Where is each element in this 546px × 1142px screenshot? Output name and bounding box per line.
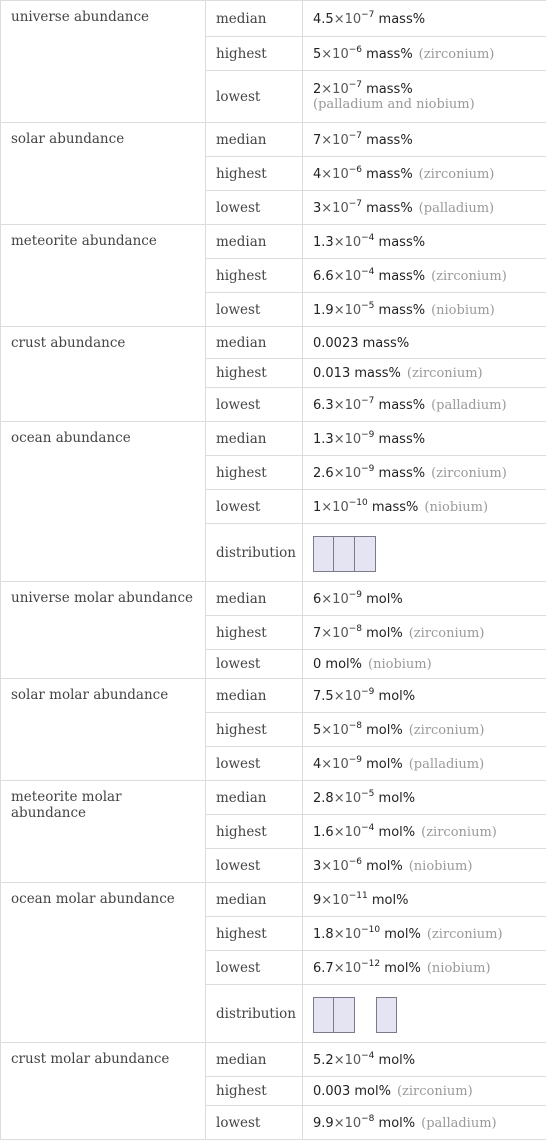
value-exponent: −4 [361, 822, 375, 833]
stat-value-cell [303, 781, 546, 815]
value-note: (zirconium) [426, 926, 503, 942]
value-note: (palladium) [421, 1115, 497, 1131]
stat-value-cell [303, 917, 546, 951]
value: $2.6\times 10^{-9}$ mass% [313, 463, 426, 481]
stat-label: lowest [206, 951, 303, 985]
value: $5\times 10^{-6}$ mass% [313, 44, 413, 62]
table-row [1, 883, 546, 917]
value-note: (niobium) [431, 302, 495, 318]
property-name-ocean-abundance: ocean abundance [1, 422, 206, 582]
value-mantissa: 9 [313, 892, 322, 908]
property-name-crust-molar-abundance: crust molar abundance [1, 1043, 206, 1140]
value-unit: mass% [378, 11, 426, 27]
stat-value-cell [303, 582, 546, 616]
distribution-bar [355, 536, 376, 572]
value-note: (zirconium) [431, 268, 507, 284]
value-mantissa: 5 [313, 722, 322, 738]
value-mantissa: 3 [313, 200, 322, 216]
stat-label: distribution [206, 985, 303, 1043]
value-unit: mol% [366, 756, 403, 772]
value: $7.5\times 10^{-9}$ mol% [313, 686, 416, 704]
value-exponent: −4 [361, 1050, 375, 1061]
stat-value-cell [303, 679, 546, 713]
value: $4.5\times 10^{-7}$ mass% [313, 9, 426, 27]
table-row [1, 1043, 546, 1077]
table-row [1, 679, 546, 713]
value-unit: mol% [366, 625, 403, 641]
stat-value-cell [303, 456, 546, 490]
table-row [1, 781, 546, 815]
value-unit: mass% [362, 335, 410, 351]
stat-label: lowest [206, 747, 303, 781]
value-mantissa: 1 [313, 499, 322, 515]
stat-label: median [206, 327, 303, 359]
value: $2\times 10^{-7}$ mass% [313, 80, 413, 97]
value-unit: mol% [354, 1084, 391, 1099]
distribution-bar [313, 997, 334, 1033]
value-note: (zirconium) [418, 46, 495, 62]
stat-label: median [206, 883, 303, 917]
value-unit: mass% [366, 200, 413, 216]
stat-label: lowest [206, 71, 303, 123]
stat-value-cell [303, 815, 546, 849]
value-unit: mass% [378, 268, 426, 284]
value: $1.3\times 10^{-4}$ mass% [313, 232, 426, 250]
property-name-solar-abundance: solar abundance [1, 123, 206, 225]
value [313, 366, 401, 381]
value-exponent: −7 [348, 198, 362, 209]
value-mantissa: 1.8 [313, 926, 334, 942]
value: $1.3\times 10^{-9}$ mass% [313, 429, 426, 447]
stat-label: highest [206, 616, 303, 650]
value-exponent: −9 [361, 429, 375, 440]
stat-value-cell [303, 225, 546, 259]
value-mantissa: 7 [313, 625, 322, 641]
value-unit: mass% [378, 397, 426, 413]
stat-label: highest [206, 456, 303, 490]
value-number: 0 [313, 657, 322, 672]
stat-value-cell [303, 327, 546, 359]
value-exponent: −4 [361, 232, 375, 243]
value-unit: mass% [366, 132, 413, 148]
value-exponent: −7 [348, 80, 362, 90]
stat-value-cell [303, 37, 546, 71]
value-exponent: −12 [361, 958, 381, 969]
value-exponent: −6 [348, 856, 362, 867]
stat-value-cell [303, 713, 546, 747]
value-mantissa: 1.9 [313, 302, 334, 318]
property-name-meteorite-abundance: meteorite abundance [1, 225, 206, 327]
value-mantissa: 7 [313, 132, 322, 148]
stat-value-cell [303, 191, 546, 225]
value: $3\times 10^{-7}$ mass% [313, 198, 413, 216]
stat-value-cell [303, 1043, 546, 1077]
value-exponent: −9 [361, 463, 375, 474]
value-unit: mass% [378, 234, 426, 250]
stat-value-cell [303, 747, 546, 781]
stat-value-cell [303, 490, 546, 524]
property-name-solar-molar-abundance: solar molar abundance [1, 679, 206, 781]
value-exponent: −10 [361, 924, 381, 935]
stat-value-cell [303, 1077, 546, 1106]
value-mantissa: 1.3 [313, 234, 334, 250]
value [313, 657, 362, 672]
value-exponent: −8 [348, 720, 362, 731]
stat-value-cell [303, 616, 546, 650]
value: $1\times 10^{-10}$ mass% [313, 497, 419, 515]
value-mantissa: 6.7 [313, 960, 334, 976]
stat-value-cell [303, 1, 546, 37]
stat-label: highest [206, 1077, 303, 1106]
value-note: (zirconium) [396, 1084, 473, 1099]
stat-label: highest [206, 713, 303, 747]
value-note: (niobium) [368, 657, 432, 672]
stat-value-cell [303, 293, 546, 327]
value-exponent: −5 [361, 788, 375, 799]
value-unit: mol% [378, 790, 416, 806]
value-number: 0.013 [313, 366, 351, 381]
value-mantissa: 2 [313, 82, 322, 97]
table-row [1, 327, 546, 359]
value-unit: mass% [378, 431, 426, 447]
property-name-meteorite-molar-abundance: meteorite molar abundance [1, 781, 206, 883]
table-row [1, 422, 546, 456]
value-unit: mol% [378, 1115, 416, 1131]
value-exponent: −11 [348, 890, 368, 901]
value-mantissa: 1.3 [313, 431, 334, 447]
value-note: (niobium) [426, 960, 491, 976]
value-exponent: −9 [361, 686, 375, 697]
value-number: 0.0023 [313, 335, 359, 351]
value: $6.7\times 10^{-12}$ mol% [313, 958, 421, 976]
stat-label: lowest [206, 293, 303, 327]
value: $3\times 10^{-6}$ mol% [313, 856, 403, 874]
value-unit: mass% [366, 82, 413, 97]
stat-label: median [206, 123, 303, 157]
distribution-bar [313, 536, 334, 572]
value-note: (niobium) [424, 499, 489, 515]
value-mantissa: 5 [313, 46, 322, 62]
distribution-bar [334, 997, 355, 1033]
value: $1.6\times 10^{-4}$ mol% [313, 822, 416, 840]
stat-label: median [206, 1043, 303, 1077]
stat-value-cell [303, 849, 546, 883]
value: $4\times 10^{-6}$ mass% [313, 164, 413, 182]
value-exponent: −8 [361, 1113, 375, 1124]
value: $6.6\times 10^{-4}$ mass% [313, 266, 426, 284]
stat-label: lowest [206, 650, 303, 679]
distribution-bar [355, 997, 376, 1033]
distribution-bar [376, 997, 397, 1033]
value-number: 0.003 [313, 1084, 351, 1099]
stat-value-cell [303, 71, 546, 123]
value-unit: mol% [378, 688, 416, 704]
stat-value-cell [303, 650, 546, 679]
stat-value-cell [303, 388, 546, 422]
stat-value-cell [303, 1106, 546, 1140]
value: $1.8\times 10^{-10}$ mol% [313, 924, 421, 942]
stat-value-cell [303, 359, 546, 388]
stat-label: median [206, 679, 303, 713]
value-unit: mass% [366, 166, 413, 182]
value-mantissa: 4 [313, 166, 322, 182]
value-unit: mol% [384, 960, 421, 976]
value: $6\times 10^{-9}$ mol% [313, 589, 403, 607]
distribution-chart [313, 534, 536, 572]
value: $1.9\times 10^{-5}$ mass% [313, 300, 426, 318]
value-note: (niobium) [408, 858, 473, 874]
value-mantissa: 3 [313, 858, 322, 874]
stat-value-cell [303, 883, 546, 917]
value: $4\times 10^{-9}$ mol% [313, 754, 403, 772]
value-exponent: −8 [348, 623, 362, 634]
stat-value-cell [303, 422, 546, 456]
value-unit: mass% [366, 46, 413, 62]
stat-label: median [206, 225, 303, 259]
value-unit: mol% [371, 892, 409, 908]
value-mantissa: 1.6 [313, 824, 334, 840]
table-row [1, 225, 546, 259]
stat-label: highest [206, 815, 303, 849]
stat-label: highest [206, 359, 303, 388]
value: $9\times 10^{-11}$ mol% [313, 890, 409, 908]
stat-label: median [206, 781, 303, 815]
stat-label: distribution [206, 524, 303, 582]
value-exponent: −6 [348, 164, 362, 175]
value: $5.2\times 10^{-4}$ mol% [313, 1050, 416, 1068]
stat-label: lowest [206, 490, 303, 524]
value-unit: mol% [325, 657, 363, 672]
value-mantissa: 2.6 [313, 465, 334, 481]
stat-value-cell [303, 259, 546, 293]
stat-label: highest [206, 37, 303, 71]
value-note: (zirconium) [408, 625, 485, 641]
value-mantissa: 4.5 [313, 11, 334, 27]
value-note: (palladium) [408, 756, 485, 772]
value-exponent: −7 [348, 130, 362, 141]
stat-label: lowest [206, 1106, 303, 1140]
value-note: (palladium) [418, 200, 495, 216]
stat-label: lowest [206, 849, 303, 883]
property-name-universe-abundance: universe abundance [1, 1, 206, 123]
value-unit: mol% [366, 722, 403, 738]
value-exponent: −9 [348, 754, 362, 765]
property-name-crust-abundance: crust abundance [1, 327, 206, 422]
value-mantissa: 9.9 [313, 1115, 334, 1131]
value-exponent: −7 [361, 395, 375, 406]
value-unit: mol% [378, 824, 416, 840]
value-note: (zirconium) [408, 722, 485, 738]
value-unit: mass% [371, 499, 419, 515]
table-row [1, 123, 546, 157]
value: $7\times 10^{-8}$ mol% [313, 623, 403, 641]
value-note: (zirconium) [421, 824, 497, 840]
stat-value-cell [303, 157, 546, 191]
value-note: (zirconium) [431, 465, 507, 481]
value-unit: mol% [366, 858, 403, 874]
stat-label: highest [206, 259, 303, 293]
stat-label: median [206, 582, 303, 616]
value-mantissa: 7.5 [313, 688, 334, 704]
value: $9.9\times 10^{-8}$ mol% [313, 1113, 416, 1131]
stat-label: lowest [206, 191, 303, 225]
value: $6.3\times 10^{-7}$ mass% [313, 395, 426, 413]
value-unit: mol% [378, 1052, 416, 1068]
value-exponent: −10 [348, 497, 368, 508]
value-mantissa: 6.3 [313, 397, 334, 413]
table-row [1, 582, 546, 616]
value-note: (zirconium) [406, 366, 483, 381]
value-mantissa: 4 [313, 756, 322, 772]
stat-value-cell [303, 123, 546, 157]
value-exponent: −9 [348, 589, 362, 600]
value: $7\times 10^{-7}$ mass% [313, 130, 413, 148]
value [313, 336, 409, 351]
distribution-chart [313, 995, 536, 1033]
stat-value-cell [303, 951, 546, 985]
value-note: (zirconium) [418, 166, 495, 182]
value-exponent: −7 [361, 9, 375, 20]
value-unit: mass% [354, 366, 401, 381]
value: $2.8\times 10^{-5}$ mol% [313, 788, 416, 806]
value [313, 1084, 391, 1099]
value-mantissa: 6 [313, 591, 322, 607]
stat-label: lowest [206, 388, 303, 422]
value-unit: mass% [378, 302, 426, 318]
table-row [1, 1, 546, 37]
value-exponent: −4 [361, 266, 375, 277]
stat-value-cell [303, 985, 546, 1043]
value-unit: mass% [378, 465, 426, 481]
value-exponent: −6 [348, 44, 362, 55]
value-unit: mol% [384, 926, 421, 942]
value-note: (palladium) [431, 397, 507, 413]
value-mantissa: 6.6 [313, 268, 334, 284]
stat-label: median [206, 1, 303, 37]
value: $5\times 10^{-8}$ mol% [313, 720, 403, 738]
stat-label: median [206, 422, 303, 456]
value-unit: mol% [366, 591, 403, 607]
property-name-universe-molar-abundance: universe molar abundance [1, 582, 206, 679]
value-exponent: −5 [361, 300, 375, 311]
property-name-ocean-molar-abundance: ocean molar abundance [1, 883, 206, 1043]
value-mantissa: 5.2 [313, 1052, 334, 1068]
distribution-bar [334, 536, 355, 572]
stat-value-cell [303, 524, 546, 582]
stat-label: highest [206, 157, 303, 191]
stat-label: highest [206, 917, 303, 951]
value-note: (palladium and niobium) [313, 97, 475, 112]
value-mantissa: 2.8 [313, 790, 334, 806]
